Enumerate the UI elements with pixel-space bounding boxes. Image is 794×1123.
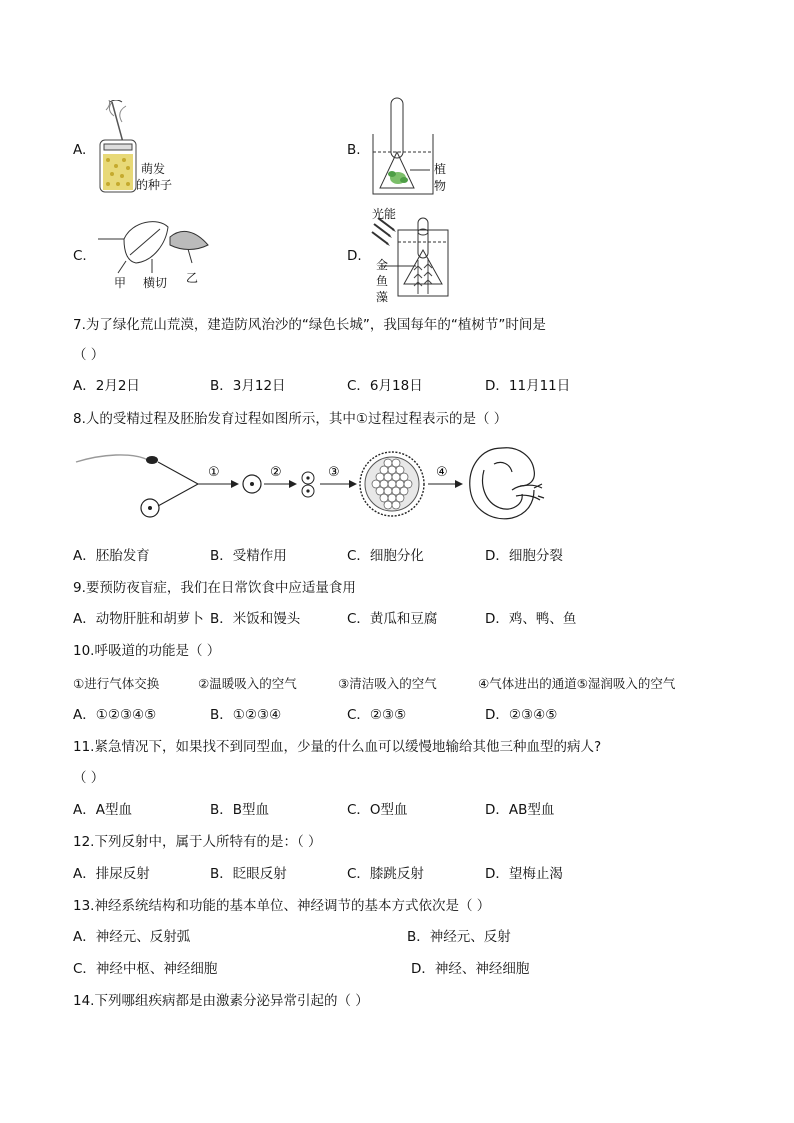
q10-option-c[interactable]: C．②③⑤ xyxy=(347,707,407,723)
q12-option-c[interactable]: C．膝跳反射 xyxy=(347,866,424,882)
label-algae-2: 鱼 xyxy=(376,274,389,288)
label-light-energy: 光能 xyxy=(372,207,397,221)
option-a-letter[interactable]: A. xyxy=(73,142,87,158)
q9-option-b[interactable]: B．米饭和馒头 xyxy=(210,611,301,627)
q8-option-d[interactable]: D．细胞分裂 xyxy=(485,548,563,564)
q10-option-b[interactable]: B．①②③④ xyxy=(210,707,282,723)
option-d-letter[interactable]: D. xyxy=(347,248,362,264)
q9-option-d[interactable]: D．鸡、鸭、鱼 xyxy=(485,611,577,627)
question-11-answer-blank[interactable]: （ ） xyxy=(73,770,105,786)
q10-item-2: ②温暖吸入的空气 xyxy=(198,676,297,691)
q13-option-d[interactable]: D．神经、神经细胞 xyxy=(411,961,530,977)
morula-cell-cluster xyxy=(360,452,424,516)
fertilization-process-diagram xyxy=(72,440,552,530)
option-c-letter[interactable]: C. xyxy=(73,248,87,264)
question-9-stem: 9.要预防夜盲症，我们在日常饮食中应适量食用 xyxy=(73,580,356,596)
question-8-stem: 8.人的受精过程及胚胎发育过程如图所示，其中①过程过程表示的是（ ） xyxy=(73,411,508,427)
question-12-stem: 12.下列反射中，属于人所特有的是：（ ） xyxy=(73,834,322,850)
q12-option-a[interactable]: A．排尿反射 xyxy=(73,866,150,882)
q9-option-c[interactable]: C．黄瓜和豆腐 xyxy=(347,611,438,627)
two-cell-stage xyxy=(302,472,314,497)
label-sprouting-2: 的种子 xyxy=(136,178,173,192)
step-2-label: ② xyxy=(270,465,282,480)
zygote xyxy=(243,475,261,493)
embryo xyxy=(470,448,544,519)
q10-item-4-5: ④气体进出的通道⑤湿润吸入的空气 xyxy=(478,676,676,691)
label-sprouting-1: 萌发 xyxy=(141,162,166,176)
leaf-cross-section-figure xyxy=(96,217,216,277)
q11-option-b[interactable]: B．B型血 xyxy=(210,802,270,818)
step-3-label: ③ xyxy=(328,465,340,480)
q10-option-a[interactable]: A．①②③④⑤ xyxy=(73,707,157,723)
sperm-cell xyxy=(76,455,158,464)
label-yi: 乙 xyxy=(186,271,199,285)
q7-option-c[interactable]: C．6月18日 xyxy=(347,378,423,394)
question-11-stem: 11.紧急情况下，如果找不到同型血，少量的什么血可以缓慢地输给其他三种血型的病人? xyxy=(73,739,602,755)
q11-option-a[interactable]: A．A型血 xyxy=(73,802,132,818)
q8-option-c[interactable]: C．细胞分化 xyxy=(347,548,424,564)
label-algae-1: 金 xyxy=(376,258,389,272)
question-10-stem: 10.呼吸道的功能是（ ） xyxy=(73,643,221,659)
q7-option-d[interactable]: D．11月11日 xyxy=(485,378,571,394)
q7-option-b[interactable]: B．3月12日 xyxy=(210,378,286,394)
plant-funnel-beaker-figure xyxy=(368,96,438,198)
q11-option-c[interactable]: C．O型血 xyxy=(347,802,408,818)
q13-option-c[interactable]: C．神经中枢、神经细胞 xyxy=(73,961,218,977)
q11-option-d[interactable]: D．AB型血 xyxy=(485,802,555,818)
label-plant-1: 植 xyxy=(434,162,447,176)
q12-option-b[interactable]: B．眨眼反射 xyxy=(210,866,287,882)
option-b-letter[interactable]: B. xyxy=(347,142,361,158)
q8-option-b[interactable]: B．受精作用 xyxy=(210,548,287,564)
step-1-label: ① xyxy=(208,465,220,480)
question-13-stem: 13.神经系统结构和功能的基本单位、神经调节的基本方式依次是（ ） xyxy=(73,898,491,914)
egg-cell xyxy=(141,499,159,517)
q13-option-b[interactable]: B．神经元、反射 xyxy=(407,929,511,945)
label-algae-3: 藻 xyxy=(376,290,389,304)
step-4-label: ④ xyxy=(436,465,448,480)
question-7-stem: 7.为了绿化荒山荒漠，建造防风治沙的“绿色长城”，我国每年的“植树节”时间是 xyxy=(73,317,546,333)
q10-item-3: ③清洁吸入的空气 xyxy=(338,676,437,691)
q10-item-1: ①进行气体交换 xyxy=(73,676,160,691)
label-cross-cut: 横切 xyxy=(143,276,168,290)
q7-option-a[interactable]: A．2月2日 xyxy=(73,378,140,394)
label-plant-2: 物 xyxy=(434,179,447,193)
q8-option-a[interactable]: A．胚胎发育 xyxy=(73,548,150,564)
label-jia: 甲 xyxy=(114,276,127,290)
q9-option-a[interactable]: A．动物肝脏和胡萝卜 xyxy=(73,611,204,627)
q13-option-a[interactable]: A．神经元、反射弧 xyxy=(73,929,191,945)
q12-option-d[interactable]: D．望梅止渴 xyxy=(485,866,563,882)
q10-option-d[interactable]: D．②③④⑤ xyxy=(485,707,558,723)
question-7-answer-blank[interactable]: （ ） xyxy=(73,347,105,363)
question-14-stem: 14.下列哪组疾病都是由激素分泌异常引起的（ ） xyxy=(73,993,369,1009)
